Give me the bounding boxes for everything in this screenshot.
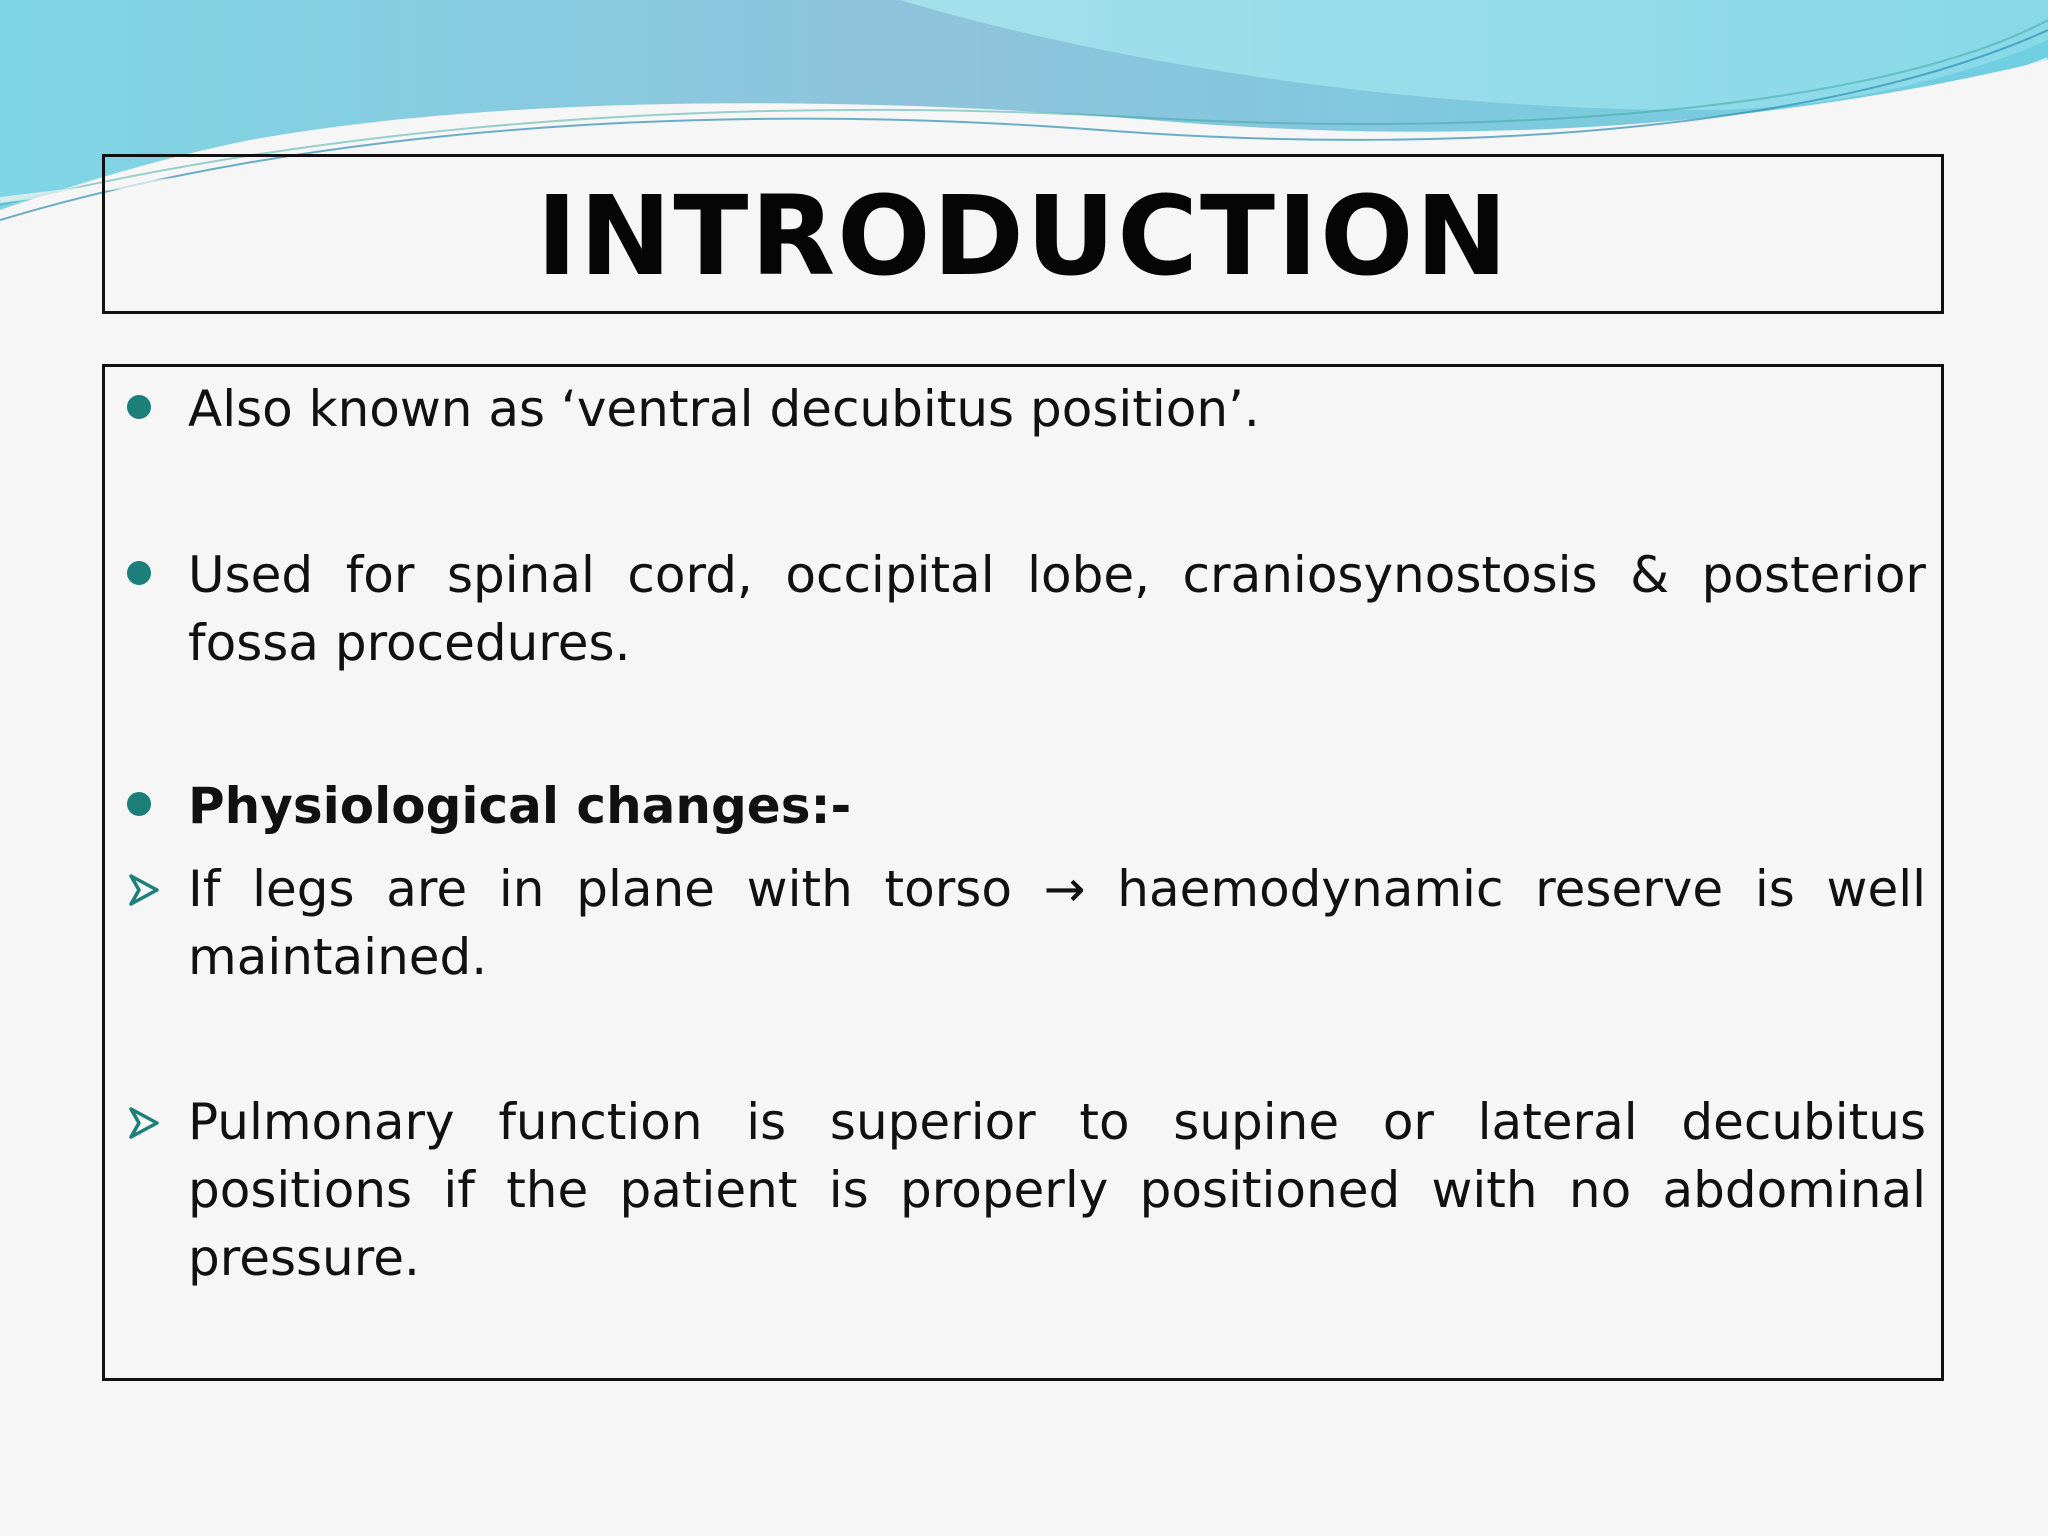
item-text: Also known as ‘ventral decubitus position’. <box>188 380 1260 438</box>
arrow-bullet-icon <box>127 873 155 901</box>
title-box <box>102 154 1944 314</box>
item-text: If legs are in plane with torso → haemodynamic reserve is well maintained. <box>188 860 1926 986</box>
item-text: Pulmonary function is superior to supine or lateral decubitus positions if the patient is properly positioned with no abdominal pressure. <box>188 1093 1926 1287</box>
arrow-bullet-icon <box>127 1106 155 1134</box>
item-text: Used for spinal cord, occipital lobe, craniosynostosis & posterior fossa procedures. <box>188 546 1926 672</box>
slide-title: INTRODUCTION <box>536 172 1510 300</box>
bullet-dot-icon <box>127 561 155 589</box>
item-text: Physiological changes:- <box>188 777 852 835</box>
bullet-dot-icon <box>127 395 155 423</box>
bullet-dot-icon <box>127 792 155 820</box>
content-box <box>102 364 1944 1381</box>
